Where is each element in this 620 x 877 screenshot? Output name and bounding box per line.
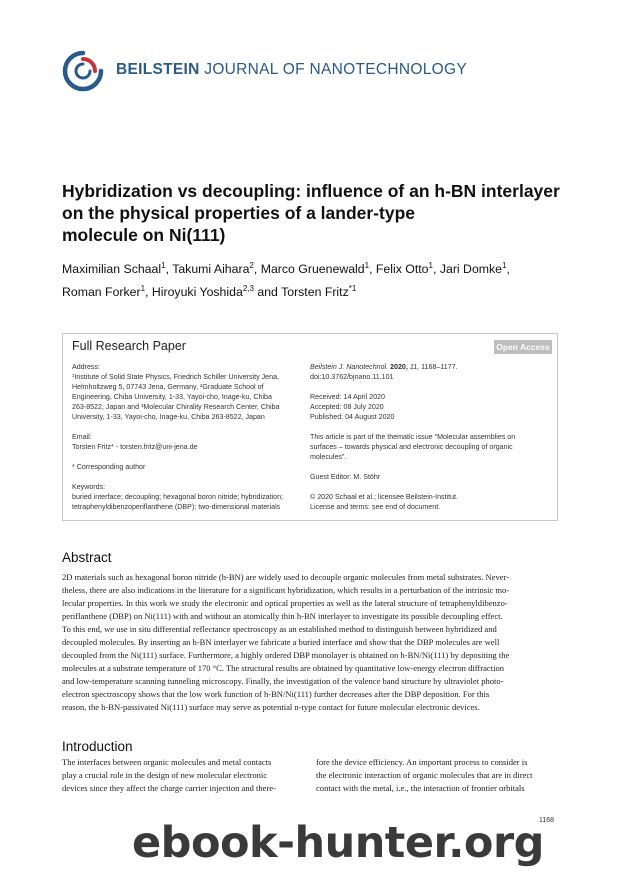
author-name: Roman Forker: [62, 285, 141, 300]
abstract-line: molecules at a substrate temperature of 170 °C. The structural results are obtained by quantitative low-energy electron diffraction: [62, 663, 505, 673]
keywords-label: Keywords:: [72, 483, 106, 491]
abstract-line: decoupled molecules. By inserting an h-BN interlayer we fabricate a buried interface and show that the DBP molecules are well: [62, 637, 500, 647]
author-affiliation: 2,3: [242, 284, 254, 294]
author-separator: ,: [165, 262, 173, 277]
address-line: 263-8522, Japan and ³Molecular Chirality Research Center, Chiba: [72, 403, 280, 411]
thematic-issue-line: This article is part of the thematic issue "Molecular assemblies on: [310, 433, 516, 441]
author-separator: ,: [432, 262, 440, 277]
author-separator: ,: [253, 262, 261, 277]
thematic-issue-line: surfaces – towards physical and electronic decoupling of organic: [310, 443, 513, 451]
info-right-column: [310, 362, 555, 512]
corresponding-author-note: * Corresponding author: [72, 463, 146, 471]
author-name: Jari Domke: [439, 262, 503, 277]
journal-logo-icon: [62, 50, 104, 92]
introduction-right-column: [316, 756, 558, 795]
abstract-line: decoupled from the Ni(111) surface. Furthermore, a highly ordered DBP monolayer is obtained on h-BN/Ni(111) by depositing the: [62, 650, 510, 660]
abstract-line: periflanthene (DBP) on Ni(111) with and without an atomically thin h-BN interlayer to investigate its possible decoupling effect.: [62, 611, 503, 621]
email-label: Email:: [72, 433, 92, 441]
author-affiliation: 1: [140, 284, 146, 294]
paper-title: [62, 180, 562, 246]
accepted-date: Accepted: 08 July 2020: [310, 403, 384, 411]
abstract-line: reason, the h-BN-passivated Ni(111) surface may serve as potential n-type contact for future molecular electronic devices.: [62, 702, 480, 712]
open-access-badge: Open Access: [494, 340, 552, 354]
author-list: [62, 256, 582, 302]
author-separator: ,: [506, 262, 510, 277]
author-name: Maximilian Schaal: [62, 262, 162, 277]
author-name: Takumi Aihara: [172, 262, 250, 277]
page-number: 1168: [539, 817, 555, 824]
author-name: Hiroyuki Yoshida: [151, 285, 243, 300]
author-name: Marco Gruenewald: [260, 262, 365, 277]
intro-line: contact with the metal, i.e., the interaction of frontier orbitals: [316, 783, 525, 793]
abstract-heading: Abstract: [62, 550, 112, 565]
title-line: molecule on Ni(111): [62, 225, 226, 245]
license-link[interactable]: License and terms: see end of document.: [310, 503, 441, 511]
abstract-body: [62, 571, 558, 714]
abstract-line: lecular properties. In this work we study the electronic and optical properties as well as the lateral structure of tetraphenyldibenzo-: [62, 598, 508, 608]
author-affiliation: 2: [249, 261, 254, 270]
author-name: Felix Otto: [375, 262, 429, 277]
thematic-issue-line: molecules".: [310, 453, 347, 461]
title-line: on the physical properties of a lander-type: [62, 203, 415, 223]
author-line: [62, 279, 582, 302]
author-separator: and: [253, 285, 282, 300]
keywords-line: buried interface; decoupling; hexagonal boron nitride; hybridization;: [72, 493, 283, 501]
introduction-left-column: [62, 756, 304, 795]
info-left-column: [72, 362, 302, 512]
title-line: Hybridization vs decoupling: influence of an h-BN interlayer: [62, 181, 560, 201]
abstract-line: 2D materials such as hexagonal boron nitride (h-BN) are widely used to decouple organic molecules from metal substrates. Never-: [62, 572, 510, 582]
abstract-line: theless, there are also indications in the literature for a significant hybridization, which results in a perturbation of the intrinsic mo-: [62, 585, 510, 595]
journal-name: BEILSTEIN JOURNAL OF NANOTECHNOLOGY: [116, 61, 467, 78]
received-date: Received: 14 April 2020: [310, 393, 385, 401]
doi-link[interactable]: doi:10.3762/bjnano.11.101: [310, 373, 394, 381]
author-affiliation: 1: [502, 261, 507, 270]
published-date: Published: 04 August 2020: [310, 413, 395, 421]
watermark-text: ebook-hunter.org: [132, 818, 544, 868]
intro-line: play a crucial role in the design of new molecular electronic: [62, 770, 268, 780]
author-separator: ,: [145, 285, 152, 300]
address-label: Address:: [72, 363, 100, 371]
author-affiliation: 1: [364, 261, 370, 270]
address-line: Engineering, Chiba University, 1-33, Yayoi-cho, Inage-ku, Chiba: [72, 393, 272, 401]
intro-line: the electronic interaction of organic molecules that are in direct: [316, 770, 533, 780]
author-affiliation: *1: [348, 284, 357, 294]
introduction-heading: Introduction: [62, 739, 133, 754]
intro-line: The interfaces between organic molecules and metal contacts: [62, 757, 272, 767]
email-line[interactable]: Torsten Fritz* - torsten.fritz@uni-jena.de: [72, 443, 198, 451]
address-line: University, 1-33, Yayoi-cho, Inage-ku, Chiba 263-8522, Japan: [72, 413, 265, 421]
author-affiliation: 1: [428, 261, 433, 270]
keywords-line: tetraphenyldibenzoperiflanthene (DBP); two-dimensional materials: [72, 503, 281, 511]
author-separator: ,: [369, 262, 376, 277]
address-line: ¹Institute of Solid State Physics, Friedrich Schiller University Jena,: [72, 373, 279, 381]
address-line: Helmholtzweg 5, 07743 Jena, Germany, ²Graduate School of: [72, 383, 264, 391]
intro-line: fore the device efficiency. An important process to consider is: [316, 757, 528, 767]
article-type: Full Research Paper: [72, 339, 186, 353]
author-affiliation: 1: [161, 261, 166, 270]
abstract-line: electron spectroscopy shows that the low work function of h-BN/Ni(111) further decreases after the DBP deposition. For this: [62, 689, 490, 699]
copyright: © 2020 Schaal et al.; licensee Beilstein-Institut.: [310, 493, 458, 501]
author-line: [62, 256, 582, 279]
guest-editor: Guest Editor: M. Stöhr: [310, 473, 381, 481]
intro-line: devices since they affect the charge carrier injection and there-: [62, 783, 276, 793]
author-name: Torsten Fritz: [281, 285, 349, 300]
citation: Beilstein J. Nanotechnol. 2020, 11, 1168–1177.: [310, 363, 458, 371]
abstract-line: To this end, we use in situ differential reflectance spectroscopy as an established method to distinguish between hybridized and: [62, 624, 497, 634]
abstract-line: and low-temperature scanning tunneling microscopy. Finally, the investigation of the valence band structure by ultraviolet photo-: [62, 676, 504, 686]
